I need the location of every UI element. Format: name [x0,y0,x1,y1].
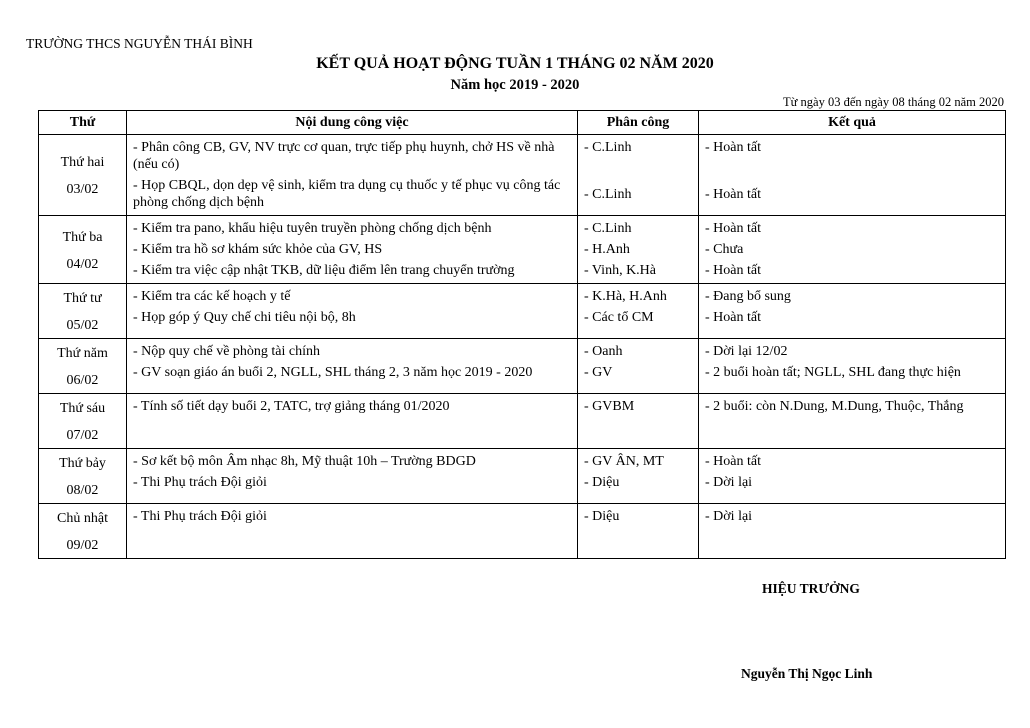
table-row [39,394,1006,449]
result-cell [699,394,1006,449]
task-assignee: - Vinh, K.Hà [584,263,657,278]
result-cell [699,284,1006,339]
assignee-cell [578,216,699,284]
task-result: - Hoàn tất [705,187,761,202]
table-row [39,216,1006,284]
assignee-cell [578,284,699,339]
day-cell [39,284,127,339]
task-result: - Đang bổ sung [705,289,791,304]
day-name: Thứ hai [60,155,105,170]
result-cell [699,449,1006,504]
result-cell [699,216,1006,284]
table-header-row [39,111,1006,135]
task-result: - Hoàn tất [705,140,761,155]
school-year: Năm học 2019 - 2020 [450,77,580,93]
assignee-cell [578,504,699,559]
task-content: - Sơ kết bộ môn Âm nhạc 8h, Mỹ thuật 10h – Trường BDGD [133,454,476,469]
column-header-result: Kết quả [699,111,1006,135]
content-cell [127,504,578,559]
content-cell [127,135,578,216]
day-date: 07/02 [66,428,99,443]
column-header-day: Thứ [39,111,127,135]
day-cell [39,449,127,504]
task-result: - 2 buổi: còn N.Dung, M.Dung, Thuộc, Thắng [705,399,964,414]
task-assignee: - C.Linh [584,140,632,155]
content-cell [127,284,578,339]
task-content: - GV soạn giáo án buổi 2, NGLL, SHL tháng 2, 3 năm học 2019 - 2020 [133,365,533,380]
result-cell [699,339,1006,394]
content-cell [127,339,578,394]
task-result: - Dời lại [705,509,753,524]
task-assignee: - Diệu [584,475,620,490]
task-content: - Kiểm tra các kế hoạch y tế [133,289,291,304]
day-cell [39,504,127,559]
task-content: - Họp góp ý Quy chế chi tiêu nội bộ, 8h [133,310,356,325]
task-assignee: - K.Hà, H.Anh [584,289,667,304]
task-content: - Thi Phụ trách Đội giỏi [133,509,267,524]
task-content: - Nộp quy chế về phòng tài chính [133,344,321,359]
day-name: Thứ sáu [59,401,106,416]
task-result: - Hoàn tất [705,454,761,469]
task-content: - Phân công CB, GV, NV trực cơ quan, trực tiếp phụ huynh, chở HS về nhà (nếu có) [133,140,555,172]
school-name: TRƯỜNG THCS NGUYỄN THÁI BÌNH [26,36,253,51]
task-assignee: - Diệu [584,509,620,524]
task-result: - 2 buổi hoàn tất; NGLL, SHL đang thực hiện [705,365,961,380]
date-range: Từ ngày 03 đến ngày 08 tháng 02 năm 2020 [783,95,1004,109]
column-header-assignee: Phân công [578,111,699,135]
day-date: 08/02 [66,483,99,498]
task-content: - Tính số tiết dạy buổi 2, TATC, trợ giảng tháng 01/2020 [133,399,450,414]
day-cell [39,394,127,449]
assignee-cell [578,394,699,449]
activity-table [38,110,1006,559]
assignee-cell [578,339,699,394]
assignee-cell [578,135,699,216]
table-row [39,135,1006,216]
task-assignee: - GV [584,365,613,380]
task-result: - Dời lại [705,475,753,490]
content-cell [127,394,578,449]
task-assignee: - Oanh [584,344,623,359]
day-name: Thứ năm [57,346,108,361]
table-row [39,284,1006,339]
task-content: - Kiểm tra hồ sơ khám sức khỏe của GV, HS [133,242,383,257]
day-name: Thứ ba [62,229,103,245]
task-result: - Hoàn tất [705,263,761,278]
content-cell [127,216,578,284]
task-result: - Hoàn tất [705,310,761,325]
task-content: - Kiểm tra việc cập nhật TKB, dữ liệu điểm lên trang chuyển trường [133,263,515,278]
day-date: 09/02 [66,538,99,553]
signature-title: HIỆU TRƯỞNG [762,581,860,596]
task-result: - Chưa [705,242,744,257]
day-date: 06/02 [66,373,99,388]
day-name: Thứ bảy [59,456,106,471]
day-cell [39,339,127,394]
result-cell [699,135,1006,216]
task-content: - Kiểm tra pano, khẩu hiệu tuyên truyền phòng chống dịch bệnh [133,221,492,236]
table-row [39,449,1006,504]
task-assignee: - GVBM [584,399,635,414]
column-header-content: Nội dung công việc [127,111,578,135]
task-content: - Họp CBQL, dọn dẹp vệ sinh, kiểm tra dụng cụ thuốc y tế phục vụ công tác phòng chống dịch bệnh [133,178,561,210]
task-assignee: - GV ÂN, MT [584,454,664,469]
content-cell [127,449,578,504]
task-content: - Thi Phụ trách Đội giỏi [133,475,267,490]
task-result: - Hoàn tất [705,221,761,236]
table-row [39,339,1006,394]
day-date: 04/02 [66,256,99,272]
day-date: 05/02 [66,318,99,333]
day-name: Thứ tư [63,291,102,306]
day-date: 03/02 [66,182,99,197]
result-cell [699,504,1006,559]
task-assignee: - C.Linh [584,187,632,202]
day-cell [39,135,127,216]
day-name: Chủ nhật [57,511,108,526]
day-cell [39,216,127,284]
assignee-cell [578,449,699,504]
task-assignee: - Các tổ CM [584,310,654,325]
task-assignee: - H.Anh [584,242,630,257]
table-row [39,504,1006,559]
signature-name: Nguyễn Thị Ngọc Linh [741,666,873,681]
document-title: KẾT QUẢ HOẠT ĐỘNG TUẦN 1 THÁNG 02 NĂM 2020 [316,55,714,72]
task-assignee: - C.Linh [584,221,632,236]
task-result: - Dời lại 12/02 [705,344,788,359]
